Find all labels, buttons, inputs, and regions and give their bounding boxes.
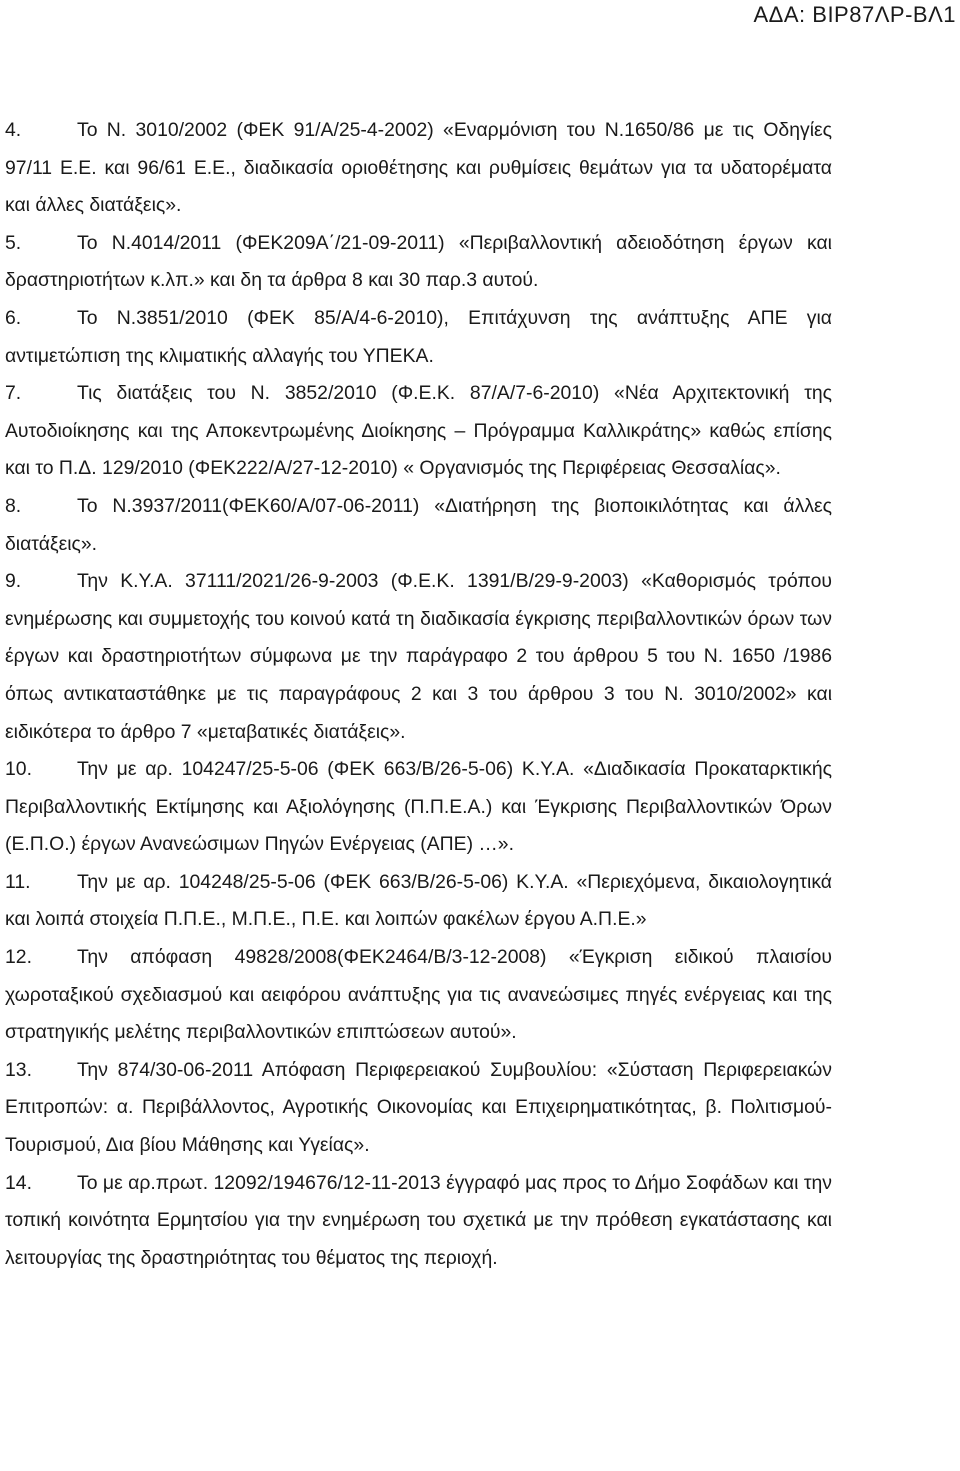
item-number: 5. [5, 231, 22, 254]
list-item [5, 112, 832, 225]
item-text: Την με αρ. 104247/25-5-06 (ΦΕΚ 663/Β/26-5-06) Κ.Υ.Α. «Διαδικασία Προκαταρκτικής Περιβαλλοντικής Εκτίμησης και Αξιολόγησης (Π.Π.Ε.Α.) και Έγκρισης Περιβαλλοντικών Όρων (Ε.Π.Ο.) έργων Ανανεώσιμων Πηγών Ενέργειας (ΑΠΕ) …». [5, 758, 832, 856]
item-number: 11. [5, 870, 31, 893]
ada-code: ΑΔΑ: ΒΙΡ87ΛΡ-ΒΛ1 [753, 2, 956, 27]
list-item [5, 939, 832, 1052]
list-item [5, 225, 832, 300]
list-item [5, 563, 832, 751]
item-text: Το με αρ.πρωτ. 12092/194676/12-11-2013 έγγραφό μας προς το Δήμο Σοφάδων και την τοπική κοινότητα Ερμητσίου για την ενημέρωση του σχετικά με την πρόθεση εγκατάστασης και λειτουργίας της δραστηριότητας του θέματος της περιοχή. [5, 1171, 832, 1269]
item-text: Το Ν. 3010/2002 (ΦΕΚ 91/Α/25-4-2002) «Εναρμόνιση του Ν.1650/86 με τις Οδηγίες 97/11 Ε.Ε. και 96/61 Ε.Ε., διαδικασία οριοθέτησης και ρυθμίσεις θεμάτων για τα υδατορέματα και άλλες διατάξεις». [5, 119, 832, 217]
item-text: Την με αρ. 104248/25-5-06 (ΦΕΚ 663/Β/26-5-06) Κ.Υ.Α. «Περιεχόμενα, δικαιολογητικά και λοιπά στοιχεία Π.Π.Ε., Μ.Π.Ε., Π.Ε. και λοιπών φακέλων έργου Α.Π.Ε.» [5, 870, 832, 931]
item-number: 4. [5, 119, 22, 141]
list-item [5, 300, 832, 375]
list-item [5, 488, 832, 563]
item-number: 8. [5, 494, 22, 517]
item-text: Την Κ.Υ.Α. 37111/2021/26-9-2003 (Φ.Ε.Κ. 1391/Β/29-9-2003) «Καθορισμός τρόπου ενημέρωσης και συμμετοχής του κοινού κατά τη διαδικασία έγκρισης περιβαλλοντικών όρων των έργων και δραστηριοτήτων σύμφωνα με την παράγραφο 2 του άρθρου 5 του Ν. 1650 /1986 όπως αντικαταστάθηκε με τις παραγράφους 2 και 3 του άρθρου 3 του Ν. 3010/2002» και ειδικότερα το άρθρο 7 «μεταβατικές διατάξεις». [5, 570, 832, 743]
list-item [5, 751, 832, 864]
document-body [5, 112, 832, 1277]
list-item [5, 864, 832, 939]
item-number: 6. [5, 306, 22, 329]
item-number: 7. [5, 382, 22, 405]
list-item [5, 1052, 832, 1165]
item-number: 14. [5, 1171, 32, 1194]
item-text: Το Ν.3937/2011(ΦΕΚ60/Α/07-06-2011) «Διατήρηση της βιοποικιλότητας και άλλες διατάξεις». [5, 494, 832, 555]
item-text: Το Ν.3851/2010 (ΦΕΚ 85/Α/4-6-2010), Επιτάχυνση της ανάπτυξης ΑΠΕ για αντιμετώπιση της κλιματικής αλλαγής του ΥΠΕΚΑ. [5, 306, 832, 367]
item-number: 10. [5, 758, 32, 781]
item-text: Τις διατάξεις του Ν. 3852/2010 (Φ.Ε.Κ. 87/Α/7-6-2010) «Νέα Αρχιτεκτονική της Αυτοδιοίκησης και της Αποκεντρωμένης Διοίκησης – Πρόγραμμα Καλλικράτης» καθώς επίσης και το Π.Δ. 129/2010 (ΦΕΚ222/Α/27-12-2010) « Οργανισμός της Περιφέρειας Θεσσαλίας». [5, 382, 832, 480]
item-number: 12. [5, 946, 32, 969]
item-text: Την 874/30-06-2011 Απόφαση Περιφερειακού Συμβουλίου: «Σύσταση Περιφερειακών Επιτροπών: α. Περιβάλλοντος, Αγροτικής Οικονομίας και Επιχειρηματικότητας, β. Πολιτισμού-Τουρισμού, Δια βίου Μάθησης και Υγείας». [5, 1058, 832, 1157]
item-number: 9. [5, 570, 22, 593]
item-text: Το Ν.4014/2011 (ΦΕΚ209Α΄/21-09-2011) «Περιβαλλοντική αδειοδότηση έργων και δραστηριοτήτων κ.λπ.» και δη τα άρθρα 8 και 30 παρ.3 αυτού. [5, 231, 832, 292]
item-number: 13. [5, 1058, 32, 1081]
list-item [5, 1165, 832, 1278]
list-item [5, 375, 832, 488]
item-text: Την απόφαση 49828/2008(ΦΕΚ2464/Β/3-12-2008) «Έγκριση ειδικού πλαισίου χωροταξικού σχεδιασμού και αειφόρου ανάπτυξης για τις ανανεώσιμες πηγές ενέργειας και της στρατηγικής μελέτης περιβαλλοντικών επιπτώσεων αυτού». [5, 946, 832, 1044]
